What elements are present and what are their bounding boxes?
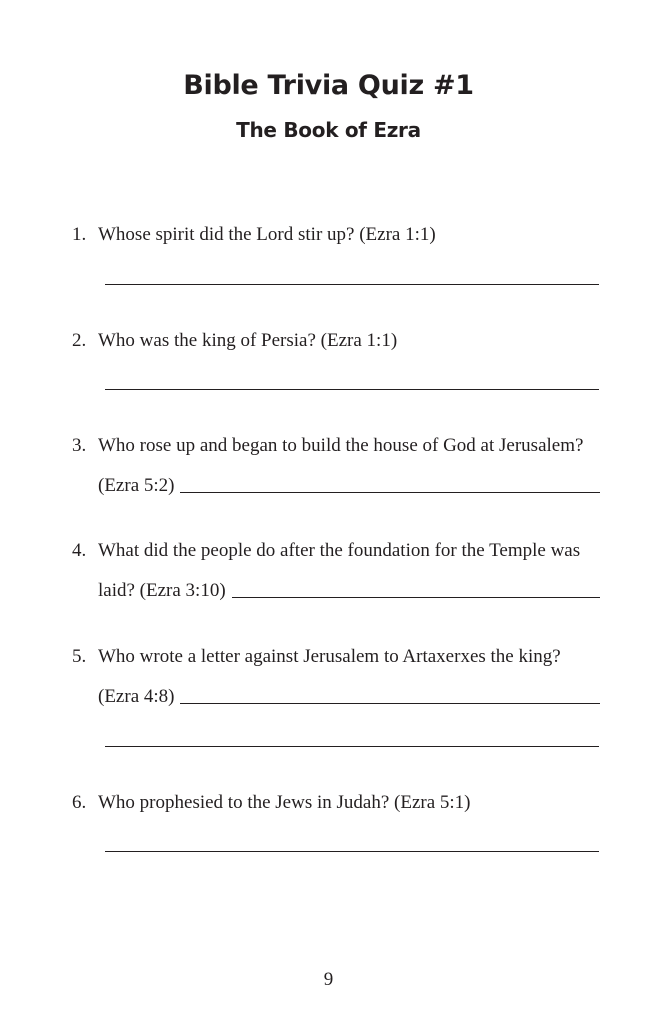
- answer-line-1[interactable]: [105, 284, 599, 285]
- answer-line-3[interactable]: [180, 492, 600, 493]
- question-text: Who rose up and began to build the house of God at Jerusalem?: [98, 435, 584, 456]
- question-reference: laid? (Ezra 3:10): [98, 580, 226, 601]
- question-continuation-line: [98, 475, 600, 497]
- question-reference: (Ezra 4:8): [98, 686, 175, 707]
- question-number: 4.: [72, 540, 87, 561]
- question-text: Who prophesied to the Jews in Judah? (Ezra 5:1): [98, 792, 471, 813]
- question-number: 2.: [72, 330, 87, 351]
- answer-line-5b[interactable]: [105, 746, 599, 747]
- answer-line-2[interactable]: [105, 389, 599, 390]
- question-text: What did the people do after the foundation for the Temple was: [98, 540, 581, 561]
- answer-line-5a[interactable]: [180, 703, 600, 704]
- question-text: Who was the king of Persia? (Ezra 1:1): [98, 330, 398, 351]
- question-text: Who wrote a letter against Jerusalem to Artaxerxes the king?: [98, 646, 561, 667]
- question-number: 3.: [72, 435, 87, 456]
- question-text: Whose spirit did the Lord stir up? (Ezra 1:1): [98, 224, 436, 245]
- question-reference: (Ezra 5:2): [98, 475, 175, 496]
- quiz-subtitle: The Book of Ezra: [236, 118, 421, 142]
- question-number: 6.: [72, 792, 87, 813]
- page-number: 9: [323, 969, 334, 990]
- quiz-title: Bible Trivia Quiz #1: [183, 70, 474, 101]
- answer-line-4[interactable]: [232, 597, 600, 598]
- question-number: 5.: [72, 646, 87, 667]
- question-continuation-line: [98, 686, 600, 708]
- question-continuation-line: [98, 580, 600, 602]
- question-number: 1.: [72, 224, 87, 245]
- answer-line-6[interactable]: [105, 851, 599, 852]
